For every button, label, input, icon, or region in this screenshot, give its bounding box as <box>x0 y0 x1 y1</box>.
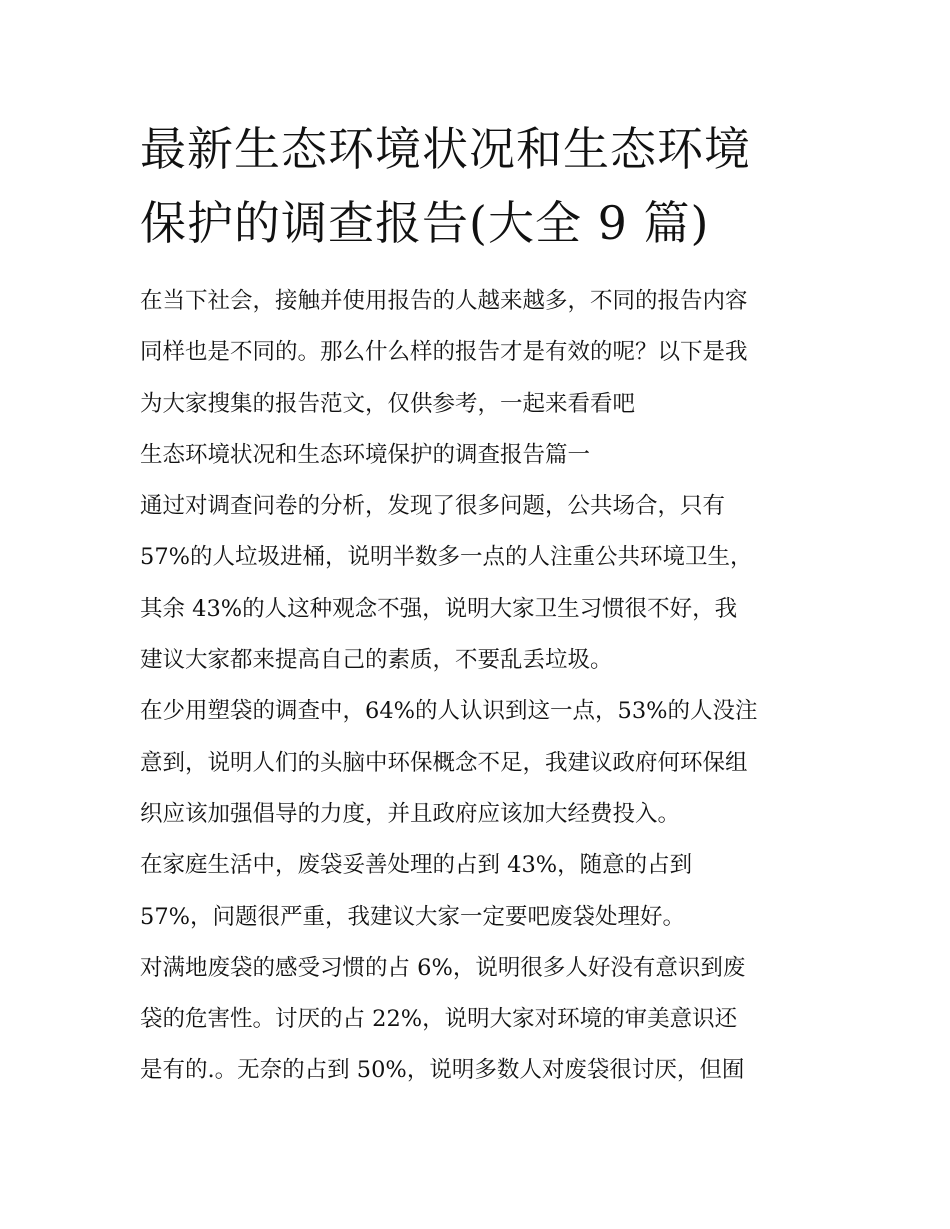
document-page <box>140 112 820 1097</box>
document-title <box>140 112 820 260</box>
paragraph-line: 在少用塑袋的调查中，64%的人认识到这一点，53%的人没注 <box>140 698 758 725</box>
intro-line: 同样也是不同的。那么什么样的报告才是有效的呢？以下是我 <box>140 339 748 366</box>
paragraph-line: 袋的危害性。讨厌的占 22%，说明大家对环境的审美意识还 <box>140 1006 738 1033</box>
paragraph-line: 意到，说明人们的头脑中环保概念不足，我建议政府何环保组 <box>140 749 748 776</box>
paragraph-line: 对满地废袋的感受习惯的占 6%，说明很多人好没有意识到废 <box>140 954 746 981</box>
section-heading: 生态环境状况和生态环境保护的调查报告篇一 <box>140 441 591 468</box>
paragraph-line: 建议大家都来提高自己的素质，不要乱丢垃圾。 <box>140 647 613 674</box>
document-body <box>140 276 820 1097</box>
paragraph-line: 其余 43%的人这种观念不强，说明大家卫生习惯很不好，我 <box>140 595 738 622</box>
paragraph-line: 在家庭生活中，废袋妥善处理的占到 43%，随意的占到 <box>140 852 693 879</box>
title-line: 保护的调查报告(大全 9 篇) <box>140 196 710 250</box>
paragraph-line: 是有的.。无奈的占到 50%，说明多数人对废袋很讨厌，但囿 <box>140 1057 745 1084</box>
paragraph-line: 通过对调查问卷的分析，发现了很多问题，公共场合，只有 <box>140 493 726 520</box>
intro-line: 为大家搜集的报告范文，仅供参考，一起来看看吧 <box>140 390 636 417</box>
paragraph-line: 织应该加强倡导的力度，并且政府应该加大经费投入。 <box>140 800 681 827</box>
paragraph-line: 57%，问题很严重，我建议大家一定要吧废袋处理好。 <box>140 903 686 930</box>
intro-line: 在当下社会，接触并使用报告的人越来越多，不同的报告内容 <box>140 288 748 314</box>
paragraph-line: 57%的人垃圾进桶，说明半数多一点的人注重公共环境卫生， <box>140 544 753 571</box>
title-line: 最新生态环境状况和生态环境 <box>140 122 751 176</box>
